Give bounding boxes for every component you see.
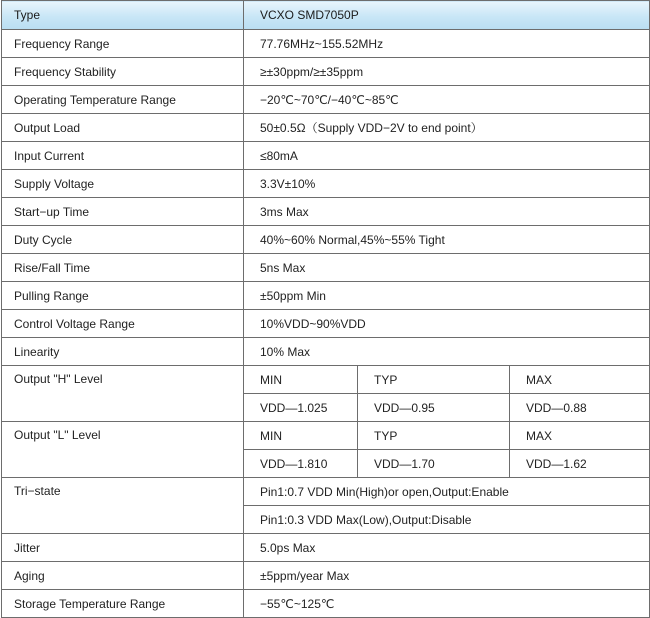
table-row: [2, 534, 650, 562]
header-label: Type: [2, 1, 244, 30]
row-label: Rise/Fall Time: [2, 254, 244, 282]
output-l-label: Output "L" Level: [2, 422, 244, 478]
output-h-min-header: MIN: [244, 366, 358, 394]
row-value: ±50ppm Min: [244, 282, 650, 310]
row-value: ≥±30ppm/≥±35ppm: [244, 58, 650, 86]
output-h-max-header: MAX: [510, 366, 650, 394]
output-h-label: Output "H" Level: [2, 366, 244, 422]
table-row: [2, 226, 650, 254]
row-label: Frequency Stability: [2, 58, 244, 86]
table-row: [2, 254, 650, 282]
row-label: Storage Temperature Range: [2, 590, 244, 618]
output-h-min-value: VDD—1.025: [244, 394, 358, 422]
row-label: Supply Voltage: [2, 170, 244, 198]
row-value: 77.76MHz~155.52MHz: [244, 30, 650, 58]
output-l-typ-value: VDD—1.70: [358, 450, 510, 478]
row-label: Duty Cycle: [2, 226, 244, 254]
row-label: Input Current: [2, 142, 244, 170]
row-label: Operating Temperature Range: [2, 86, 244, 114]
output-l-max-value: VDD—1.62: [510, 450, 650, 478]
row-label: Pulling Range: [2, 282, 244, 310]
output-l-min-header: MIN: [244, 422, 358, 450]
table-row: [2, 590, 650, 618]
table-row: [2, 30, 650, 58]
table-row: [2, 282, 650, 310]
output-l-min-value: VDD—1.810: [244, 450, 358, 478]
spec-table: [1, 0, 650, 618]
row-value: −55℃~125℃: [244, 590, 650, 618]
row-value: ±5ppm/year Max: [244, 562, 650, 590]
row-value: 5.0ps Max: [244, 534, 650, 562]
table-row: [2, 142, 650, 170]
row-value: 5ns Max: [244, 254, 650, 282]
row-label: Control Voltage Range: [2, 310, 244, 338]
tristate-enable: Pin1:0.7 VDD Min(High)or open,Output:Enable: [244, 478, 650, 506]
table-row: [2, 170, 650, 198]
row-value: 10% Max: [244, 338, 650, 366]
table-row: [2, 562, 650, 590]
table-row: [2, 114, 650, 142]
table-row: [2, 422, 650, 450]
row-value: 3.3V±10%: [244, 170, 650, 198]
row-label: Start−up Time: [2, 198, 244, 226]
table-row: [2, 338, 650, 366]
row-value: 50±0.5Ω（Supply VDD−2V to end point）: [244, 114, 650, 142]
table-row: [2, 310, 650, 338]
table-row: [2, 478, 650, 506]
table-row: [2, 366, 650, 394]
row-value: 3ms Max: [244, 198, 650, 226]
table-header-row: [2, 1, 650, 30]
table-row: [2, 58, 650, 86]
row-value: 40%~60% Normal,45%~55% Tight: [244, 226, 650, 254]
row-value: −20℃~70℃/−40℃~85℃: [244, 86, 650, 114]
tristate-disable: Pin1:0.3 VDD Max(Low),Output:Disable: [244, 506, 650, 534]
table-row: [2, 198, 650, 226]
row-label: Aging: [2, 562, 244, 590]
row-label: Frequency Range: [2, 30, 244, 58]
output-h-typ-value: VDD—0.95: [358, 394, 510, 422]
row-label: Output Load: [2, 114, 244, 142]
tristate-label: Tri−state: [2, 478, 244, 534]
table-row: [2, 86, 650, 114]
row-value: ≤80mA: [244, 142, 650, 170]
row-label: Linearity: [2, 338, 244, 366]
output-h-typ-header: TYP: [358, 366, 510, 394]
row-label: Jitter: [2, 534, 244, 562]
output-l-typ-header: TYP: [358, 422, 510, 450]
output-l-max-header: MAX: [510, 422, 650, 450]
row-value: 10%VDD~90%VDD: [244, 310, 650, 338]
output-h-max-value: VDD—0.88: [510, 394, 650, 422]
header-value: VCXO SMD7050P: [244, 1, 650, 30]
